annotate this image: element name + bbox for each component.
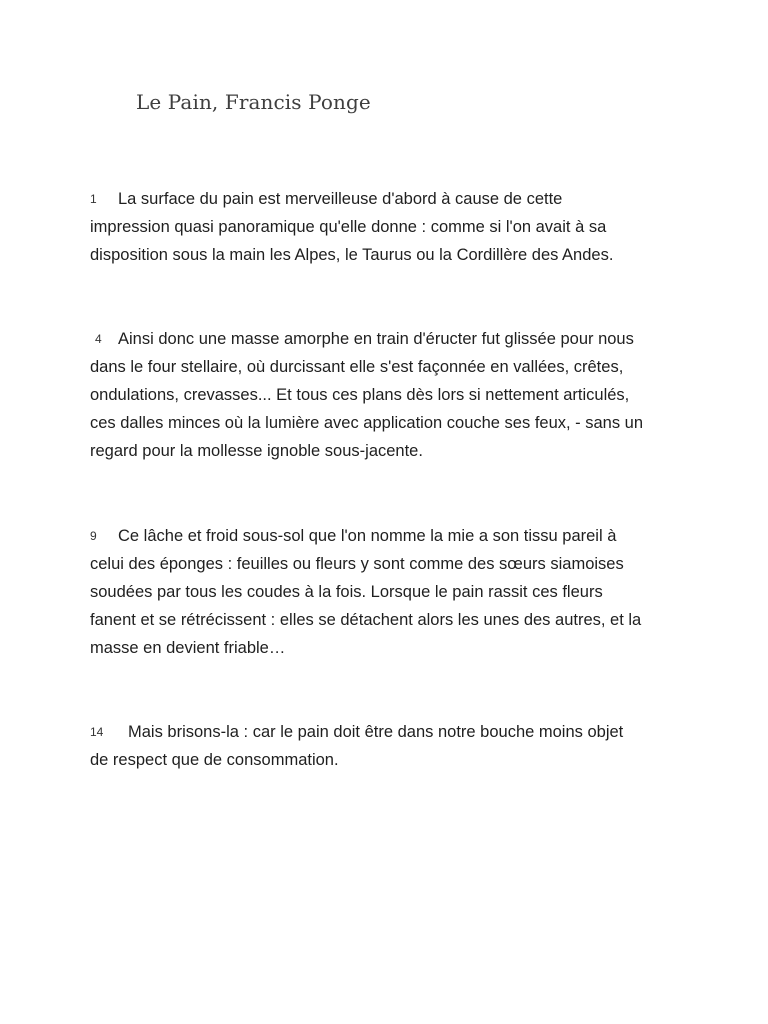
poem-line: celui des éponges : feuilles ou fleurs y sont comme des sœurs siamoises <box>90 555 624 573</box>
poem-line: ces dalles minces où la lumière avec application couche ses feux, - sans un <box>90 414 644 432</box>
poem-line: La surface du pain est merveilleuse d'abord à cause de cette <box>118 190 563 208</box>
poem-line: masse en devient friable… <box>90 639 286 657</box>
poem-line: dans le four stellaire, où durcissant elle s'est façonnée en vallées, crêtes, <box>90 358 624 376</box>
stanza-first-line <box>90 718 690 746</box>
poem-line: ondulations, crevasses... Et tous ces plans dès lors si nettement articulés, <box>90 386 630 404</box>
poem-line: Ainsi donc une masse amorphe en train d'éructer fut glissée pour nous <box>118 330 634 348</box>
stanza <box>90 718 690 774</box>
line-number: 14 <box>90 725 104 739</box>
poem-line: regard pour la mollesse ignoble sous-jacente. <box>90 442 423 460</box>
poem-line: disposition sous la main les Alpes, le Taurus ou la Cordillère des Andes. <box>90 246 614 264</box>
line-number: 4 <box>95 332 102 346</box>
poem-line: Mais brisons-la : car le pain doit être dans notre bouche moins objet <box>128 723 624 741</box>
stanza <box>90 325 690 465</box>
stanza <box>90 522 690 662</box>
document-title: Le Pain, Francis Ponge <box>136 90 371 114</box>
poem-line: Ce lâche et froid sous-sol que l'on nomme la mie a son tissu pareil à <box>118 527 617 545</box>
line-number: 9 <box>90 529 97 543</box>
stanza-first-line <box>90 325 690 353</box>
poem-line: soudées par tous les coudes à la fois. Lorsque le pain rassit ces fleurs <box>90 583 603 601</box>
poem-line: de respect que de consommation. <box>90 751 339 769</box>
stanza-first-line <box>90 522 690 550</box>
poem-line: fanent et se rétrécissent : elles se détachent alors les unes des autres, et la <box>90 611 642 629</box>
poem-line: impression quasi panoramique qu'elle donne : comme si l'on avait à sa <box>90 218 607 236</box>
line-number: 1 <box>90 192 97 206</box>
stanza-first-line <box>90 185 690 213</box>
stanza <box>90 185 690 269</box>
